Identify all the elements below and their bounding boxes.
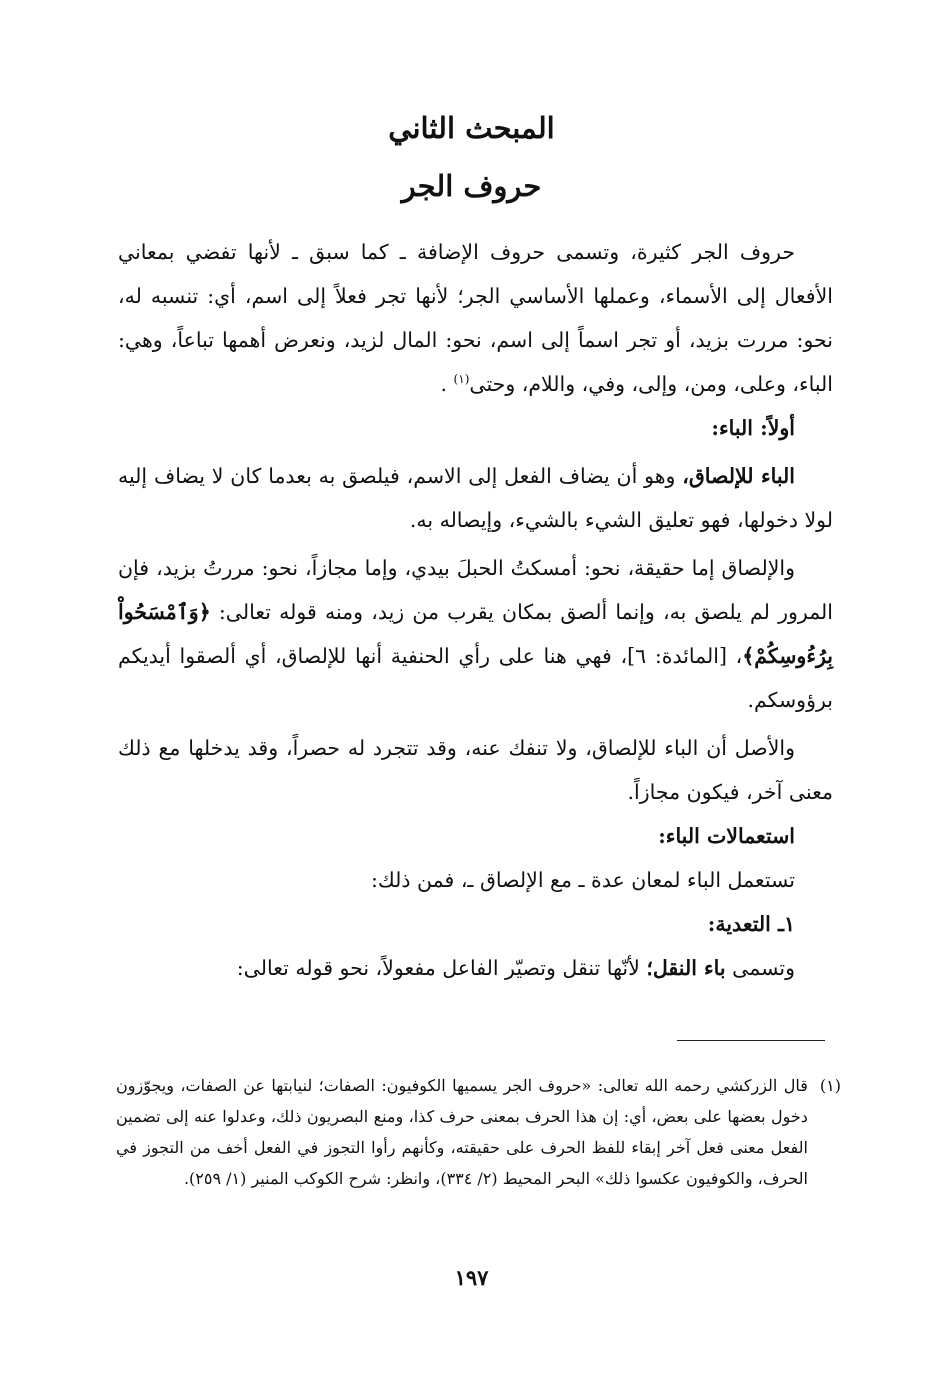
intro-text: حروف الجر كثيرة، وتسمى حروف الإضافة ـ كما سبق ـ لأنها تفضي بمعاني الأفعال إلى الأسماء، وعملها الأساسي الجر؛ لأنها تجر فعلاً إلى اسم، أي: تنسبه له، نحو: مررت بزيد، أو تجر اسماً إلى اسم، نحو: المال لزيد، ونعرض أهمها تباعاً، وهي: الباء، وعلى، ومن، وإلى، وفي، واللام، وحتى bbox=[118, 240, 833, 396]
types-text-2: ، [المائدة: ٦]، فهي هنا على رأي الحنفية أنها للإلصاق، أي ألصقوا أيديكم برؤوسكم. bbox=[118, 644, 833, 712]
paragraph-ilsaq bbox=[118, 454, 833, 542]
section-heading: المبحث الثاني bbox=[388, 111, 555, 145]
uses-paragraph bbox=[118, 858, 833, 902]
intro-end: . bbox=[440, 372, 448, 396]
first-heading bbox=[118, 406, 833, 450]
paragraph-ilsaq-types bbox=[118, 546, 833, 722]
first-heading-text: أولاً: الباء: bbox=[711, 416, 795, 440]
footnote-divider bbox=[677, 1040, 825, 1041]
types-text-1: والإلصاق إما حقيقة، نحو: أمسكتُ الحبلَ بيدي، وإما مجازاً، نحو: مررتُ بزيد، فإن المرور لم يلصق به، وإنما ألصق بمكان يقرب من زيد، ومنه قوله تعالى: bbox=[118, 556, 833, 624]
quran-verse: ﴿وَٱمْسَحُواْ بِرُءُوسِكُمْ﴾ bbox=[118, 600, 833, 668]
ilsaq-text: وهو أن يضاف الفعل إلى الاسم، فيلصق به بعدما كان لا يضاف إليه لولا دخولها، فهو تعليق الشيء بالشيء، وإيصاله به. bbox=[118, 464, 833, 532]
uses-text: تستعمل الباء لمعان عدة ـ مع الإلصاق ـ، فمن ذلك: bbox=[370, 868, 795, 892]
page-number: ١٩٧ bbox=[454, 1265, 489, 1290]
ilsaq-term: الباء للإلصاق، bbox=[682, 464, 795, 488]
chapter-title: حروف الجر bbox=[401, 169, 542, 203]
item1-heading-text: ١ـ التعدية: bbox=[707, 912, 795, 936]
asl-text: والأصل أن الباء للإلصاق، ولا تنفك عنه، وقد تتجرد له حصراً، وقد يدخلها مع ذلك معنى آخر، فيكون مجازاً. bbox=[118, 736, 833, 804]
footnote bbox=[116, 1070, 841, 1194]
footnote-number: (١) bbox=[819, 1076, 841, 1095]
paragraph-asl bbox=[118, 726, 833, 814]
uses-heading-text: استعمالات الباء: bbox=[658, 824, 795, 848]
item1-heading bbox=[118, 902, 833, 946]
footnote-text: قال الزركشي رحمه الله تعالى: «حروف الجر يسميها الكوفيون: الصفات؛ لنيابتها عن الصفات، ويجوّزون دخول بعضها على بعض، أي: إن هذا الحرف بمعنى حرف كذا، ومنع البصريون ذلك، وعدلوا عنه إلى تضمين الفعل معنى فعل آخر إبقاء للفظ الحرف على حقيقته، وكأنهم رأوا التجوز في الفعل أخف من التجوز في الحرف، والكوفيون عكسوا ذلك» البحر المحيط (٢/ ٣٣٤)، وانظر: شرح الكوكب المنير (١/ ٢٥٩). bbox=[116, 1076, 808, 1188]
item1-paragraph bbox=[118, 946, 833, 990]
intro-paragraph bbox=[118, 230, 833, 406]
footnote-reference[interactable]: (١) bbox=[453, 372, 470, 387]
main-text bbox=[118, 230, 833, 990]
uses-heading bbox=[118, 814, 833, 858]
item1-text-1: وتسمى bbox=[725, 956, 795, 980]
naql-term: باء النقل؛ bbox=[646, 956, 726, 980]
item1-text-2: لأنّها تنقل وتصيّر الفاعل مفعولاً، نحو قوله تعالى: bbox=[236, 956, 647, 980]
